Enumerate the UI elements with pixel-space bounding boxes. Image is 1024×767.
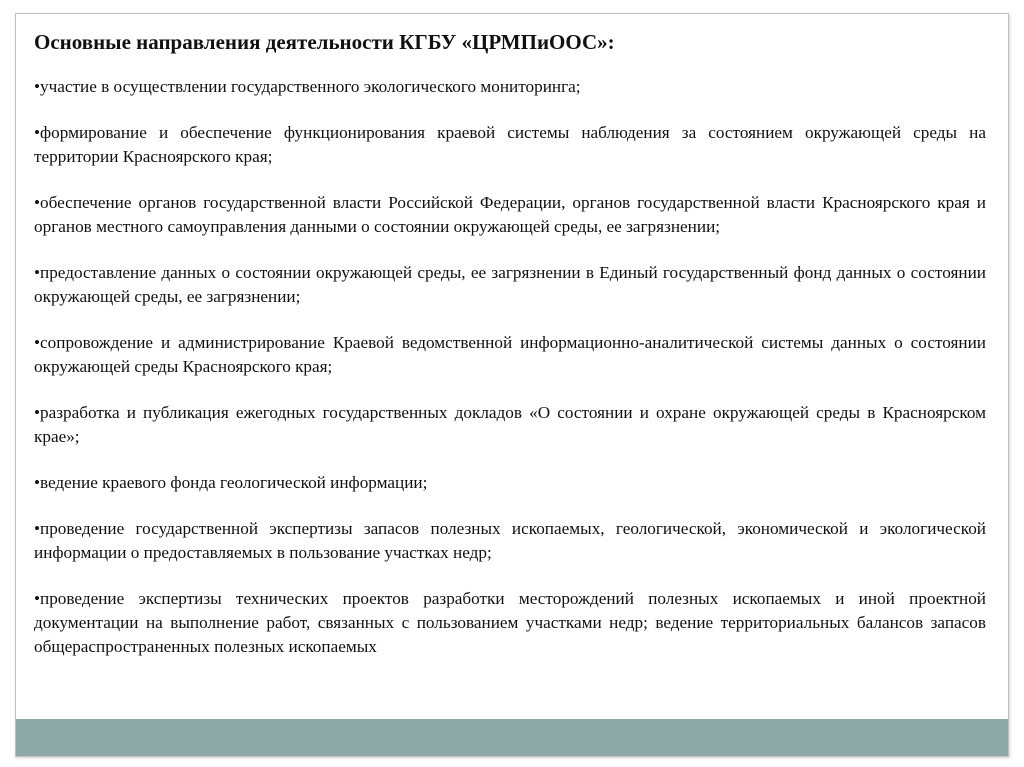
- bullet-item-8: •проведение государственной экспертизы запасов полезных ископаемых, геологической, экономической и экологической информации о предоставляемых в пользование участках недр;: [34, 519, 986, 562]
- bullet-list: [34, 75, 986, 659]
- bullet-item-2: •формирование и обеспечение функционирования краевой системы наблюдения за состоянием окружающей среды на территории Красноярского края;: [34, 123, 986, 166]
- bullet-item-3: •обеспечение органов государственной власти Российской Федерации, органов государственной власти Красноярского края и органов местного самоуправления данными о состоянии окружающей среды, ее загрязнении;: [34, 193, 986, 236]
- bullet-item-4: •предоставление данных о состоянии окружающей среды, ее загрязнении в Единый государственный фонд данных о состоянии окружающей среды, ее загрязнении;: [34, 263, 986, 306]
- slide-frame: [15, 13, 1009, 757]
- slide-content: [34, 28, 986, 659]
- bullet-item-1: •участие в осуществлении государственного экологического мониторинга;: [34, 77, 581, 96]
- footer-band: [16, 719, 1008, 756]
- bullet-item-5: •сопровождение и администрирование Краевой ведомственной информационно-аналитической системы данных о состоянии окружающей среды Красноярского края;: [34, 333, 986, 376]
- bullet-item-9: •проведение экспертизы технических проектов разработки месторождений полезных ископаемых и иной проектной документации на выполнение работ, связанных с пользованием участками недр; ведение территориальных балансов запасов общераспространенных полезных ископаемых: [34, 589, 986, 656]
- bullet-item-6: •разработка и публикация ежегодных государственных докладов «О состоянии и охране окружающей среды в Красноярском крае»;: [34, 403, 986, 446]
- slide-title: Основные направления деятельности КГБУ «ЦРМПиООС»:: [34, 30, 615, 54]
- bullet-item-7: •ведение краевого фонда геологической информации;: [34, 473, 428, 492]
